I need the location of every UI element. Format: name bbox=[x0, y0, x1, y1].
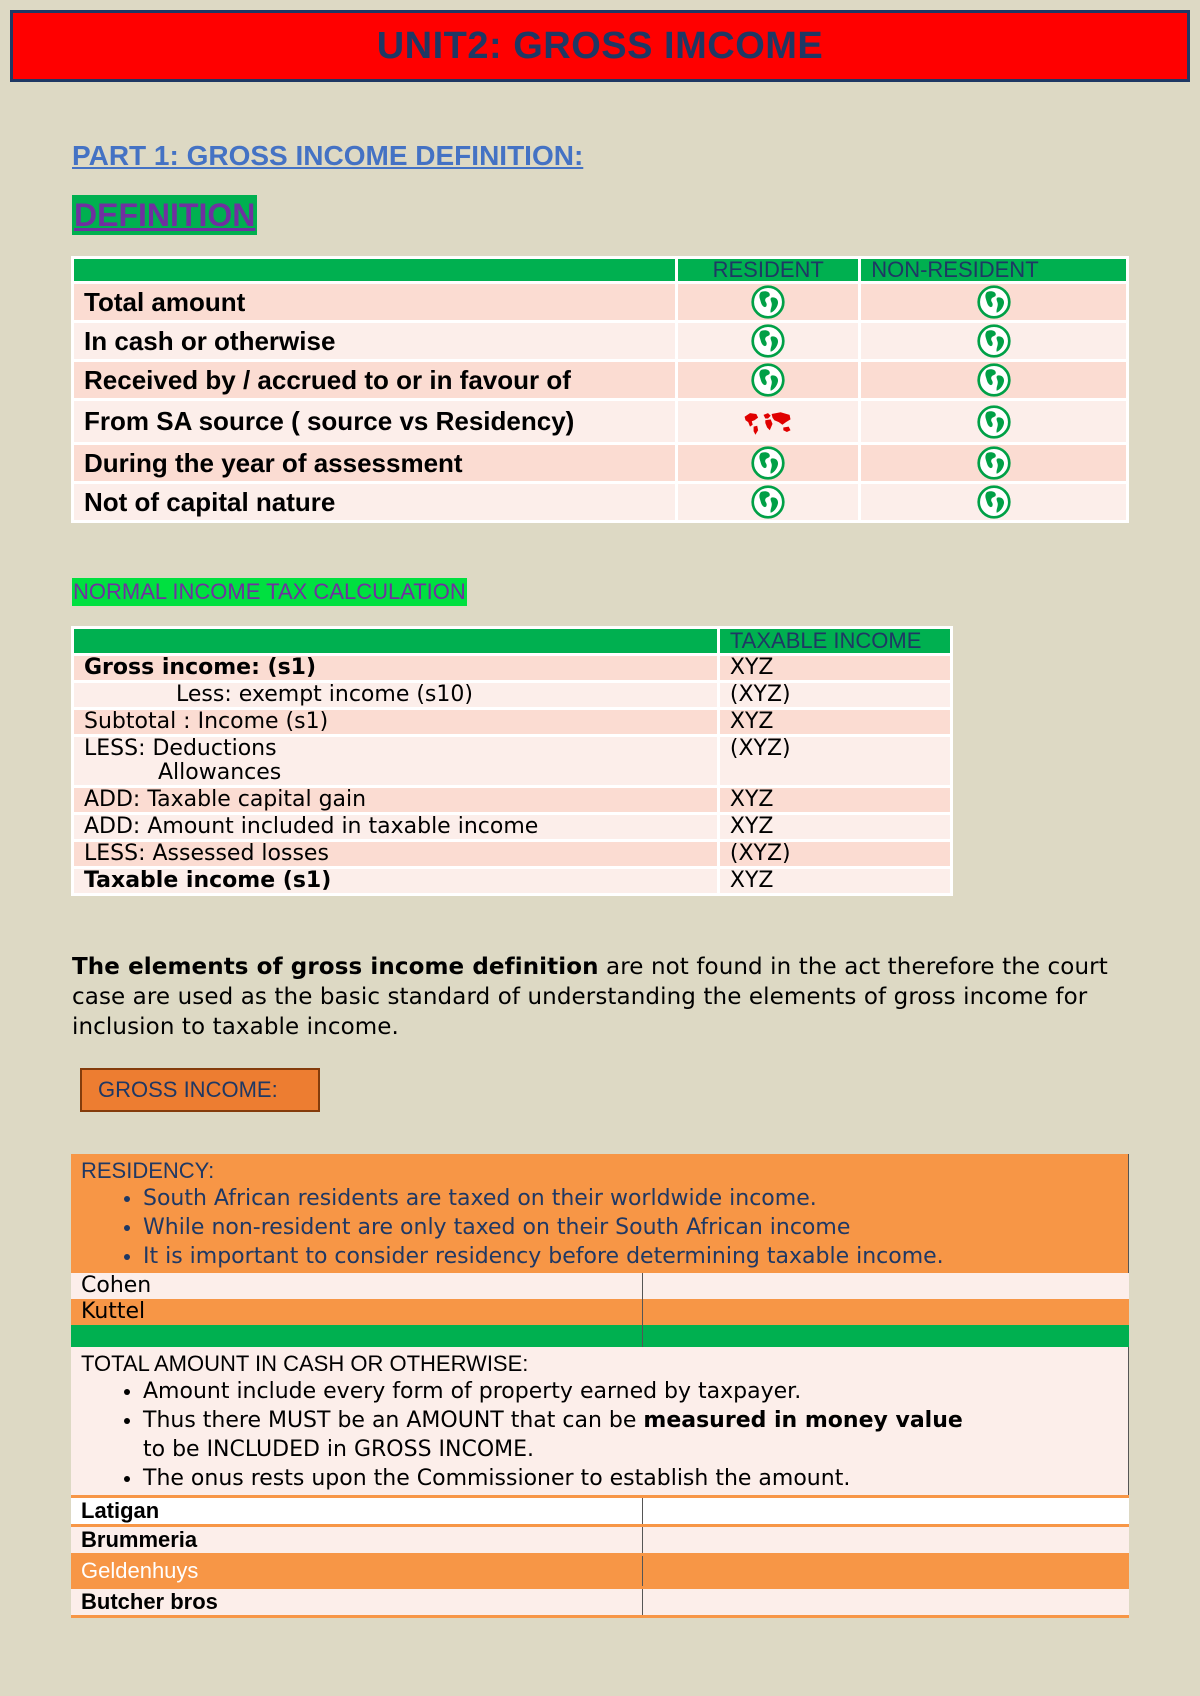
table-row bbox=[73, 709, 952, 736]
definition-heading: DEFINITION bbox=[74, 197, 256, 233]
total-amount-bullets bbox=[81, 1377, 1118, 1493]
row-label: Total amount bbox=[73, 283, 677, 322]
definition-table bbox=[71, 256, 1129, 523]
residency-bullets bbox=[81, 1184, 1118, 1271]
globe-icon bbox=[750, 362, 786, 398]
header-cell-taxable-income: TAXABLE INCOME bbox=[718, 628, 951, 655]
list-item bbox=[143, 1406, 1118, 1464]
row-value: XYZ bbox=[718, 787, 951, 814]
non-resident-cell bbox=[860, 283, 1128, 322]
globe-icon bbox=[976, 362, 1012, 398]
row-label: LESS: Deductions bbox=[84, 736, 277, 761]
row-value: (XYZ) bbox=[718, 841, 951, 868]
non-resident-cell bbox=[860, 322, 1128, 361]
case-notes bbox=[643, 1526, 1129, 1555]
list-item: • South African residents are taxed on their worldwide income. bbox=[143, 1184, 1118, 1213]
case-row bbox=[71, 1497, 1129, 1526]
table-row bbox=[73, 814, 952, 841]
resident-cell bbox=[677, 444, 860, 483]
table-row bbox=[73, 444, 1128, 483]
case-name: Kuttel bbox=[71, 1299, 643, 1325]
row-value: XYZ bbox=[718, 655, 951, 682]
case-notes bbox=[643, 1588, 1129, 1617]
total-amount-block bbox=[71, 1347, 1129, 1497]
bullet-text: to be INCLUDED in GROSS INCOME. bbox=[143, 1437, 535, 1462]
row-label: Taxable income (s1) bbox=[73, 868, 719, 895]
case-notes bbox=[643, 1555, 1129, 1588]
non-resident-cell bbox=[860, 444, 1128, 483]
case-name: Latigan bbox=[71, 1497, 643, 1526]
case-name: Butcher bros bbox=[71, 1588, 643, 1617]
row-label: Less: exempt income (s10) bbox=[73, 682, 719, 709]
list-item: • It is important to consider residency before determining taxable income. bbox=[143, 1242, 1118, 1271]
row-label: ADD: Amount included in taxable income bbox=[73, 814, 719, 841]
case-name: Geldenhuys bbox=[71, 1555, 643, 1588]
page-title-banner bbox=[10, 10, 1190, 82]
row-label: LESS: Assessed losses bbox=[73, 841, 719, 868]
row-value: XYZ bbox=[718, 868, 951, 895]
row-label: From SA source ( source vs Residency) bbox=[73, 400, 677, 444]
table-row bbox=[73, 868, 952, 895]
case-row bbox=[71, 1555, 1129, 1588]
resident-cell bbox=[677, 322, 860, 361]
row-label-secondary: Allowances bbox=[158, 760, 282, 785]
case-notes bbox=[643, 1497, 1129, 1526]
row-label: During the year of assessment bbox=[73, 444, 677, 483]
row-value: (XYZ) bbox=[718, 736, 951, 787]
resident-cell bbox=[677, 483, 860, 522]
header-cell-resident: RESIDENT bbox=[677, 258, 860, 283]
globe-icon bbox=[976, 484, 1012, 520]
bullet-bold-text: measured in money value bbox=[643, 1408, 963, 1433]
globe-icon bbox=[750, 484, 786, 520]
non-resident-cell bbox=[860, 400, 1128, 444]
globe-icon bbox=[750, 323, 786, 359]
definition-table-header bbox=[73, 258, 1128, 283]
globe-icon bbox=[976, 445, 1012, 481]
case-row bbox=[71, 1526, 1129, 1555]
tax-calc-heading: NORMAL INCOME TAX CALCULATION bbox=[73, 579, 466, 604]
total-amount-cell bbox=[71, 1347, 1129, 1497]
case-name: Brummeria bbox=[71, 1526, 643, 1555]
row-value: XYZ bbox=[718, 814, 951, 841]
paragraph-text: are not found in the act therefore the court case are used as the basic standard of understanding the elements of gross income for inclusion to taxable income. bbox=[72, 954, 1108, 1040]
table-row bbox=[73, 787, 952, 814]
row-label: Subtotal : Income (s1) bbox=[73, 709, 719, 736]
part1-heading: PART 1: GROSS INCOME DEFINITION: bbox=[72, 140, 584, 171]
row-label-multiline bbox=[73, 736, 719, 787]
row-label: ADD: Taxable capital gain bbox=[73, 787, 719, 814]
row-value: (XYZ) bbox=[718, 682, 951, 709]
table-row bbox=[73, 283, 1128, 322]
residency-cell bbox=[71, 1154, 1129, 1273]
paragraph-bold-text: The elements of gross income definition bbox=[72, 954, 599, 980]
table-row bbox=[73, 483, 1128, 522]
list-item: • While non-resident are only taxed on their South African income bbox=[143, 1213, 1118, 1242]
globe-icon bbox=[976, 284, 1012, 320]
table-row bbox=[73, 361, 1128, 400]
world-map-icon bbox=[741, 408, 795, 438]
row-label: Not of capital nature bbox=[73, 483, 677, 522]
row-label: Gross income: (s1) bbox=[73, 655, 719, 682]
header-cell-blank bbox=[73, 628, 719, 655]
resident-cell bbox=[677, 283, 860, 322]
header-cell-blank bbox=[73, 258, 677, 283]
non-resident-cell bbox=[860, 483, 1128, 522]
case-law-table bbox=[71, 1154, 1129, 1618]
case-notes bbox=[643, 1299, 1129, 1325]
globe-icon bbox=[976, 404, 1012, 440]
list-item: • Amount include every form of property earned by taxpayer. bbox=[143, 1377, 1118, 1406]
row-value: XYZ bbox=[718, 709, 951, 736]
separator-cell bbox=[71, 1325, 643, 1347]
case-notes bbox=[643, 1273, 1129, 1299]
table-row bbox=[73, 400, 1128, 444]
separator-row bbox=[71, 1325, 1129, 1347]
row-label: Received by / accrued to or in favour of bbox=[73, 361, 677, 400]
case-name: Cohen bbox=[71, 1273, 643, 1299]
residency-block bbox=[71, 1154, 1129, 1273]
case-row bbox=[71, 1273, 1129, 1299]
table-row bbox=[73, 655, 952, 682]
list-item: • The onus rests upon the Commissioner to establish the amount. bbox=[143, 1464, 1118, 1493]
bullet-text: Thus there MUST be an AMOUNT that can be bbox=[143, 1408, 644, 1433]
residency-title: RESIDENCY: bbox=[81, 1158, 215, 1183]
header-cell-non-resident: NON-RESIDENT bbox=[860, 258, 1128, 283]
table-row bbox=[73, 682, 952, 709]
intro-paragraph bbox=[72, 952, 1142, 1042]
separator-cell bbox=[643, 1325, 1129, 1347]
row-label: In cash or otherwise bbox=[73, 322, 677, 361]
case-row bbox=[71, 1588, 1129, 1617]
resident-cell bbox=[677, 361, 860, 400]
globe-icon bbox=[750, 284, 786, 320]
gross-income-box: GROSS INCOME: bbox=[80, 1068, 320, 1112]
globe-icon bbox=[750, 445, 786, 481]
globe-icon bbox=[976, 323, 1012, 359]
tax-calc-table bbox=[71, 626, 953, 896]
case-row bbox=[71, 1299, 1129, 1325]
tax-calc-header bbox=[73, 628, 952, 655]
table-row bbox=[73, 841, 952, 868]
table-row bbox=[73, 736, 952, 787]
resident-cell bbox=[677, 400, 860, 444]
table-row bbox=[73, 322, 1128, 361]
page-title: UNIT2: GROSS IMCOME bbox=[376, 24, 824, 67]
non-resident-cell bbox=[860, 361, 1128, 400]
total-amount-title: TOTAL AMOUNT IN CASH OR OTHERWISE: bbox=[81, 1351, 529, 1376]
